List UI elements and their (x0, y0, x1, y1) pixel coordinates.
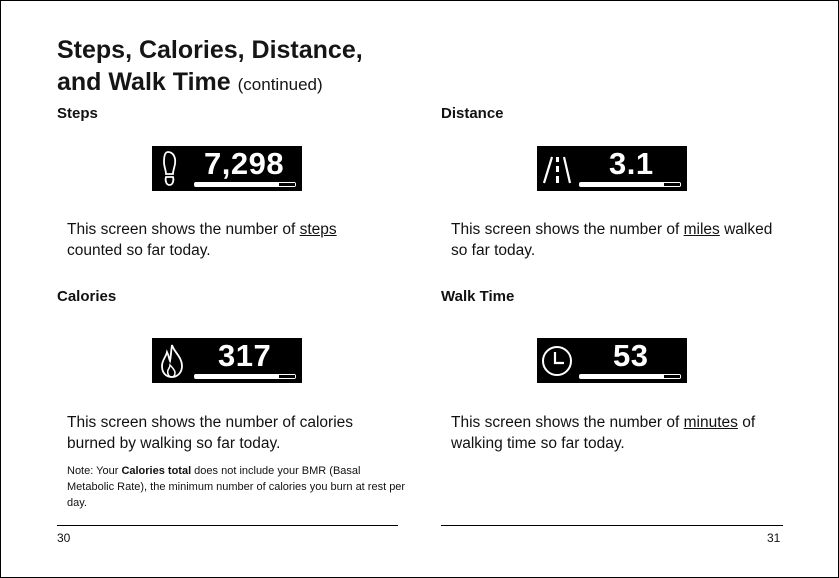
title-suffix: (continued) (237, 75, 323, 94)
calories-note (67, 463, 407, 511)
footprint-icon (155, 149, 189, 187)
calories-heading: Calories (57, 288, 117, 305)
page-number-right: 31 (767, 531, 781, 545)
calories-text-line2: burned by walking so far today. (67, 435, 281, 452)
steps-description (67, 219, 427, 261)
steps-progress-bar (194, 182, 296, 187)
distance-heading: Distance (441, 105, 504, 122)
calories-progress-bar (194, 374, 296, 379)
clock-icon (540, 341, 574, 379)
distance-text-before: This screen shows the number of (451, 221, 684, 238)
distance-text-mid: walked (719, 221, 773, 238)
road-icon (540, 149, 574, 187)
walk-time-value: 53 (613, 338, 649, 373)
note-rest: does not include your BMR (Basal Metabolic Rate), the minimum number of calories you burn at rest per day. (67, 465, 406, 509)
distance-description (451, 219, 811, 261)
walk-time-text-after: walking time so far today. (451, 435, 625, 452)
walk-time-progress-bar (579, 374, 681, 379)
footer-rule-left (57, 525, 398, 526)
distance-progress-bar (579, 182, 681, 187)
title-line2-text: and Walk Time (57, 68, 231, 96)
walk-time-text-mid: of (737, 414, 756, 431)
note-bold: Calories total (121, 465, 192, 477)
calories-value: 317 (218, 338, 272, 373)
walk-time-underlined: minutes (683, 414, 738, 431)
walk-time-display (537, 338, 687, 383)
steps-underlined: steps (299, 221, 337, 238)
walk-time-heading: Walk Time (441, 288, 515, 305)
walk-time-text-before: This screen shows the number of (451, 414, 684, 431)
steps-heading: Steps (57, 105, 98, 122)
calories-description (67, 412, 427, 454)
title-line2 (57, 66, 363, 101)
steps-text-before: This screen shows the number of (67, 221, 300, 238)
distance-underlined: miles (683, 221, 720, 238)
distance-text-after: so far today. (451, 242, 536, 259)
note-prefix: Note: Your (67, 465, 122, 477)
steps-display (152, 146, 302, 191)
flame-icon (155, 341, 189, 379)
calories-text-line1: This screen shows the number of calories (67, 414, 354, 431)
page-title (57, 34, 363, 101)
steps-text-after: counted so far today. (67, 242, 211, 259)
title-line1: Steps, Calories, Distance, (57, 36, 363, 64)
steps-value: 7,298 (204, 146, 285, 181)
walk-time-description (451, 412, 811, 454)
distance-value: 3.1 (609, 146, 654, 181)
footer-rule-right (441, 525, 783, 526)
page-number-left: 30 (57, 531, 71, 545)
distance-display (537, 146, 687, 191)
calories-display (152, 338, 302, 383)
